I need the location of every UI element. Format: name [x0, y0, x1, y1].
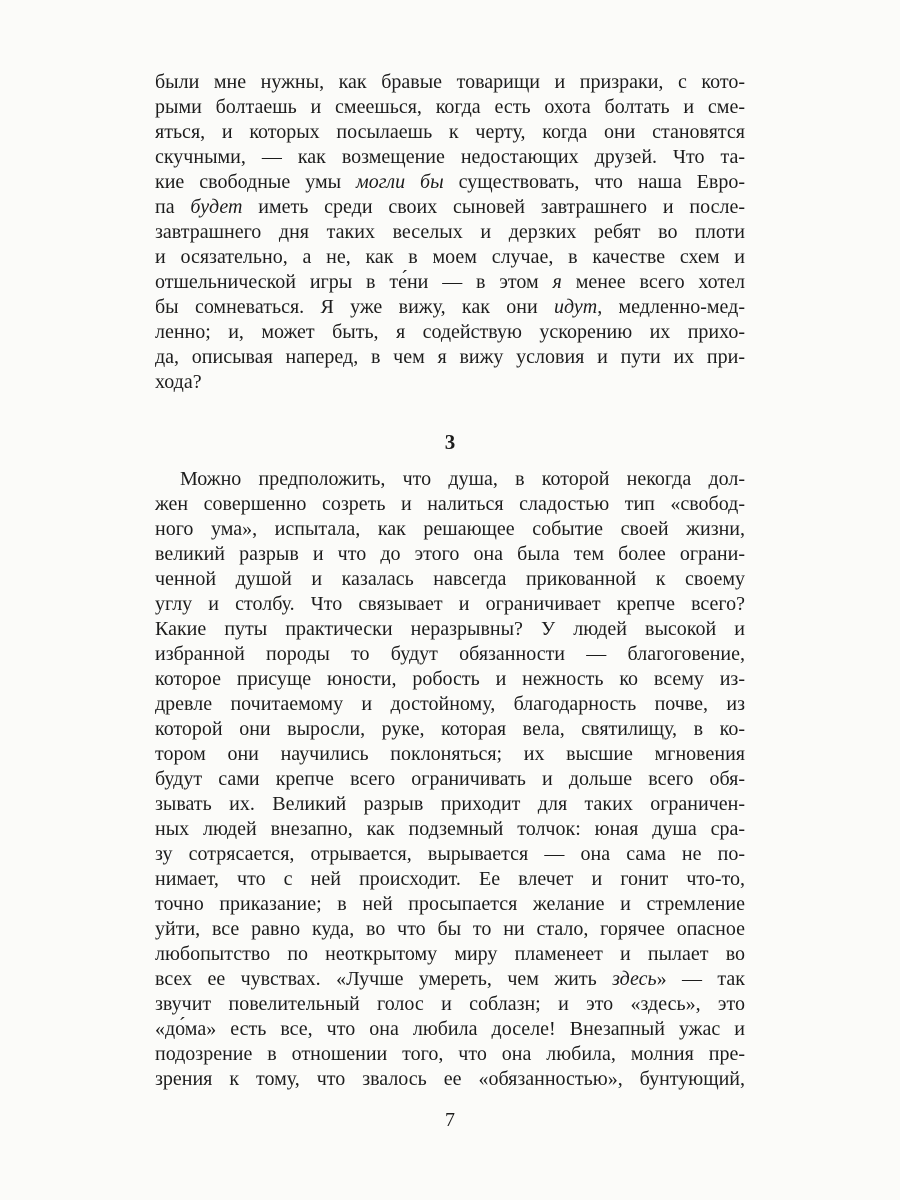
text-line: звучит повелительный голос и соблазн; и это «здесь», это — [155, 993, 745, 1015]
text-line: скучными, — как возмещение недостающих друзей. Что та- — [155, 146, 745, 168]
text-line: избранной породы то будут обязанности — благоговение, — [155, 643, 745, 665]
text-line: зрения к тому, что звалось ее «обязанностью», бунтующий, — [155, 1068, 745, 1090]
text-line: «до́ма» есть все, что она любила доселе! Внезапный ужас и — [155, 1018, 745, 1040]
text-line: и осязательно, а не, как в моем случае, в качестве схем и — [155, 246, 745, 268]
text-line: древле почитаемому и достойному, благодарность почве, из — [155, 693, 745, 715]
text-line: да, описывая наперед, в чем я вижу условия и пути их при- — [155, 346, 745, 368]
page-text-block — [155, 70, 745, 1092]
text-line: будут сами крепче всего ограничивать и дольше всего обя- — [155, 768, 745, 790]
text-line: ных людей внезапно, как подземный толчок: юная душа сра- — [155, 818, 745, 840]
text-line: Можно предположить, что душа, в которой некогда дол- — [180, 468, 745, 490]
text-line: которое присуще юности, робость и нежность ко всему из- — [155, 668, 745, 690]
text-line: кие свободные умы могли бы существовать, что наша Евро- — [155, 171, 745, 193]
text-line: завтрашнего дня таких веселых и дерзких ребят во плоти — [155, 221, 745, 243]
text-line: были мне нужны, как бравые товарищи и призраки, с кото- — [155, 71, 745, 93]
page-number: 7 — [445, 1109, 455, 1131]
text-line: хода? — [155, 371, 202, 393]
text-line: нимает, что с ней происходит. Ее влечет и гонит что-то, — [155, 868, 745, 890]
text-line: жен совершенно созреть и налиться сладостью тип «свобод- — [155, 493, 745, 515]
text-line: ного ума», испытала, как решающее событие своей жизни, — [155, 518, 745, 540]
paragraph-continuation — [155, 70, 745, 395]
paragraph-section-3 — [155, 467, 745, 1092]
text-line: любопытство по неоткрытому миру пламенеет и пылает во — [155, 943, 745, 965]
text-line: всех ее чувствах. «Лучше умереть, чем жить здесь» — так — [155, 968, 745, 990]
text-line: уйти, все равно куда, во что бы то ни стало, горячее опасное — [155, 918, 745, 940]
section-number: 3 — [444, 430, 456, 454]
text-line: подозрение в отношении того, что она любила, молния пре- — [155, 1043, 745, 1065]
text-line: зу сотрясается, отрывается, вырывается — она сама не по- — [155, 843, 745, 865]
text-line: ченной душой и казалась навсегда прикованной к своему — [155, 568, 745, 590]
text-line: великий разрыв и что до этого она была тем более ограни- — [155, 543, 745, 565]
text-line: тором они научились поклоняться; их высшие мгновения — [155, 743, 745, 765]
text-line: зывать их. Великий разрыв приходит для таких ограничен- — [155, 793, 745, 815]
text-line: углу и столбу. Что связывает и ограничивает крепче всего? — [155, 593, 745, 615]
text-line: яться, и которых посылаешь к черту, когда они становятся — [155, 121, 745, 143]
text-line: которой они выросли, руке, которая вела, святилищу, в ко- — [155, 718, 745, 740]
text-line: рыми болтаешь и смеешься, когда есть охота болтать и сме- — [155, 96, 745, 118]
text-line: отшельнической игры в те́ни — в этом я менее всего хотел — [155, 271, 745, 293]
text-line: ленно; и, может быть, я содействую ускорению их прихо- — [155, 321, 745, 343]
text-line: Какие путы практически неразрывны? У людей высокой и — [155, 618, 745, 640]
text-line: бы сомневаться. Я уже вижу, как они идут, медленно-мед- — [155, 296, 745, 318]
text-line: точно приказание; в ней просыпается желание и стремление — [155, 893, 745, 915]
text-line: па будет иметь среди своих сыновей завтрашнего и после- — [155, 196, 745, 218]
